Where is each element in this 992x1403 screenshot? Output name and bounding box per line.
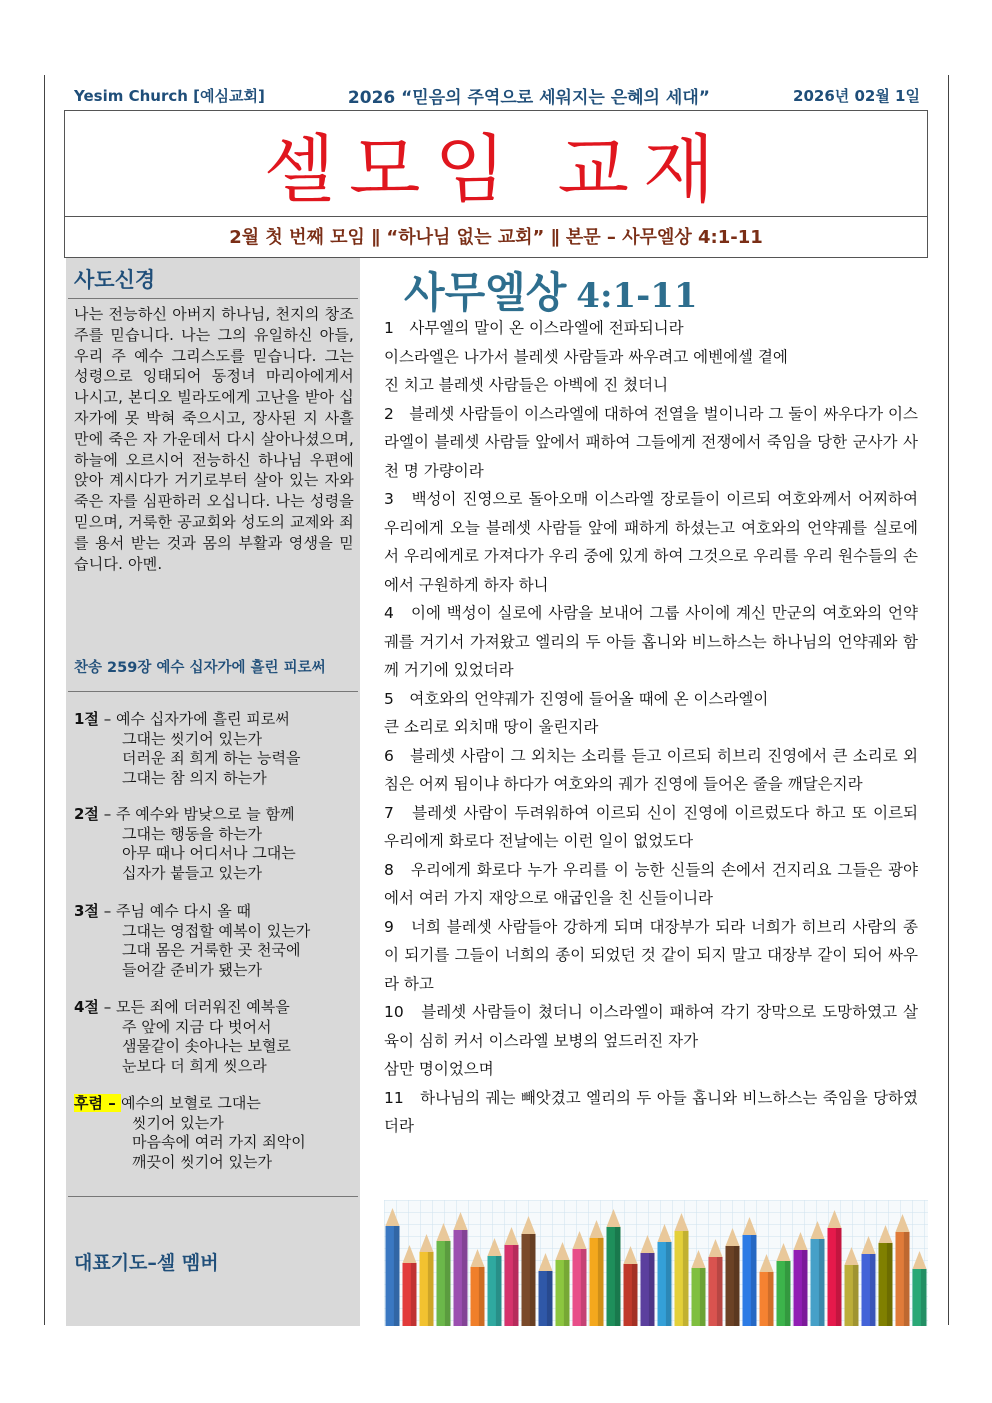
pencil-shape (709, 1239, 723, 1326)
divider (68, 691, 358, 692)
scripture-verse: 이스라엘은 나가서 블레셋 사람들과 싸우려고 에벤에셀 곁에 (384, 347, 788, 366)
pencil-shape (573, 1231, 587, 1326)
pencil-shape (590, 1220, 604, 1326)
pencil-shape (828, 1210, 842, 1326)
scripture-verse: 10 블레셋 사람들이 쳤더니 이스라엘이 패하여 각기 장막으로 도망하였고 살육이 심히 커서 이스라엘 보병의 엎드러진 자가 (384, 1003, 918, 1050)
divider (68, 1196, 358, 1197)
scripture-verse: 7 블레셋 사람이 두려워하여 이르되 신이 진영에 이르렀도다 하고 또 이르되 우리에게 화로다 전날에는 이런 일이 없었도다 (384, 803, 918, 850)
pencil-shape (522, 1216, 536, 1326)
pencil-shape (743, 1217, 757, 1326)
scripture-verse: 8 우리에게 화로다 누가 우리를 이 능한 신들의 손에서 건지리요 그들은 광야에서 여러 가지 재앙으로 애굽인을 친 신들이니라 (384, 860, 918, 907)
pencil-shape (505, 1227, 519, 1326)
verse-line: 아무 때나 어디서나 그대는 (122, 844, 296, 862)
hymn-title: 찬송 259장 예수 십자가에 흘린 피로써 (74, 660, 326, 676)
scripture-verse: 큰 소리로 외치매 땅이 울린지라 (384, 718, 599, 736)
scripture-verse: 삼만 명이었으며 (384, 1060, 494, 1078)
hymn-verse-3: 3절 – 주님 예수 다시 올 때 그대는 영접할 예복이 있는가 그대 몸은 거룩한 곳 천국에 들어갈 준비가 됐는가 (74, 902, 360, 980)
verse-line: 그대는 씻기어 있는가 (122, 729, 262, 748)
scripture-verse: 5 여호와의 언약궤가 진영에 들어올 때에 온 이스라엘이 (384, 689, 769, 708)
scripture-verse: 1 사무엘의 말이 온 이스라엘에 전파되니라 (384, 319, 684, 337)
pencil-shape (811, 1221, 825, 1326)
pencil-shape (862, 1236, 876, 1326)
sidebar (66, 258, 360, 1326)
verse-line: 모든 죄에 더러워진 예복을 (115, 998, 290, 1016)
verse-line: 주 예수와 밤낮으로 늘 함께 (115, 805, 295, 823)
scripture-text (384, 314, 918, 1141)
page-left-border (44, 75, 45, 1325)
pencil-shape (641, 1235, 655, 1326)
subtitle-box (64, 215, 928, 258)
verse-line: 그대 몸은 거룩한 곳 천국에 (122, 941, 301, 959)
pencil-shape (879, 1225, 893, 1326)
chorus-label-highlight: 후렴 – (74, 1094, 121, 1112)
header-row (74, 82, 920, 108)
verse-label: 3절 (74, 902, 99, 920)
verse-line: 그대는 영접할 예복이 있는가 (122, 921, 311, 940)
scripture-verse: 진 치고 블레셋 사람들은 아벡에 진 쳤더니 (384, 376, 669, 394)
verse-line: 눈보다 더 희게 씻으라 (122, 1056, 267, 1075)
scripture-verse: 3 백성이 진영으로 돌아오매 이스라엘 장로들이 이르되 여호와께서 어찌하여 우리에게 오늘 블레셋 사람들 앞에 패하게 하셨는고 여호와의 언약궤를 실로에서 우리에게로 가져다가 우리 중에 있게 하여 그것으로 우리를 우리 원수들의 손에서 구원하게 하자 하니 (384, 490, 918, 594)
pencil-shape (488, 1238, 502, 1326)
pencil-shape (658, 1224, 672, 1326)
scripture-verse: 11 하나님의 궤는 빼앗겼고 엘리의 두 아들 홉니와 비느하스는 죽임을 당하였더라 (384, 1088, 918, 1135)
page-title: 셀모임 교재 (263, 126, 729, 213)
verse-line: 더러운 죄 희게 하는 능력을 (122, 749, 301, 767)
scripture-column (374, 258, 926, 1326)
prayer-heading: 대표기도–셀 멤버 (74, 1252, 219, 1274)
scripture-verse: 6 블레셋 사람이 그 외치는 소리를 듣고 이르되 히브리 진영에서 큰 소리로 외침은 어찌 됨이냐 하다가 여호와의 궤가 진영에 들어온 줄을 깨달은지라 (384, 746, 918, 793)
verse-line: 주님 예수 다시 올 때 (115, 902, 251, 920)
pencils-illustration (384, 1200, 928, 1326)
pencil-shape (607, 1209, 621, 1326)
scripture-verse: 4 이에 백성이 실로에 사람을 보내어 그룹 사이에 계신 만군의 여호와의 언약궤를 거기서 가져왔고 엘리의 두 아들 홉니와 비느하스는 하나님의 언약궤와 함께 거기에 있었더라 (384, 604, 918, 679)
church-name: Yesim Church [예심교회] (74, 86, 265, 105)
verse-label: 1절 (74, 710, 99, 728)
book-reference: 4:1-11 (576, 276, 698, 316)
verse-line: 예수 십자가에 흘린 피로써 (115, 710, 290, 728)
book-name: 사무엘상 (404, 268, 567, 317)
verse-line: 들어갈 준비가 됐는가 (122, 960, 262, 979)
hymn-verse-4: 4절 – 모든 죄에 더러워진 예복을 주 앞에 지금 다 벗어서 샘물같이 솟아나는 보혈로 눈보다 더 희게 씻으라 (74, 998, 360, 1076)
verse-label: 4절 (74, 998, 99, 1016)
creed-text: 나는 전능하신 아버지 하나님, 천지의 창조주를 믿습니다. 나는 그의 유일하신 아들, 우리 주 예수 그리스도를 믿습니다. 그는 성령으로 잉태되어 동정녀 마리아에게서 나시고, 본디오 빌라도에게 고난을 받아 십자가에 못 박혀 죽으시고, 장사된 지 사흘 만에 죽은 자 가운데서 다시 살아나셨으며, 하늘에 오르시어 전능하신 하나님 우편에 앉아 계시다가 거기로부터 살아 있는 자와 죽은 자를 심판하러 오십니다. 나는 성령을 믿으며, 거룩한 공교회와 성도의 교제와 죄를 용서 받는 것과 몸의 부활과 영생을 믿습니다. 아멘. (74, 305, 354, 573)
pencil-shape (675, 1213, 689, 1326)
divider (68, 298, 358, 299)
chorus-line: 마음속에 여러 가지 죄악이 (132, 1133, 306, 1151)
issue-date: 2026년 02월 1일 (793, 86, 920, 105)
verse-line: 샘물같이 솟아나는 보혈로 (122, 1037, 291, 1055)
pencil-shape (726, 1228, 740, 1326)
scripture-verse: 2 블레셋 사람들이 이스라엘에 대하여 전열을 벌이니라 그 둘이 싸우다가 이스라엘이 블레셋 사람들 앞에서 패하여 그들에게 전쟁에서 죽임을 당한 군사가 사천 명 가량이라 (384, 404, 918, 480)
verse-line: 그대는 행동을 하는가 (122, 824, 262, 843)
pencil-shape (420, 1234, 434, 1326)
hymn-verse-1: 1절 – 예수 십자가에 흘린 피로써 그대는 씻기어 있는가 더러운 죄 희게 하는 능력을 그대는 참 의지 하는가 (74, 710, 360, 788)
verse-line: 십자가 붙들고 있는가 (122, 863, 262, 882)
scripture-verse: 9 너희 블레셋 사람들아 강하게 되며 대장부가 되라 너희가 히브리 사람의 종이 되기를 그들이 너희의 종이 되었던 것 같이 되지 말고 대장부 같이 되어 싸우라 하고 (384, 917, 918, 993)
pencil-shape (794, 1232, 808, 1326)
verse-line: 그대는 참 의지 하는가 (122, 768, 267, 787)
verse-line: 주 앞에 지금 다 벗어서 (122, 1017, 272, 1036)
chorus-label: 후렴 (74, 1094, 103, 1112)
hymn-verse-2: 2절 – 주 예수와 밤낮으로 늘 함께 그대는 행동을 하는가 아무 때나 어디서나 그대는 십자가 붙들고 있는가 (74, 805, 360, 883)
pencil-shape (896, 1214, 910, 1326)
annual-theme: 2026 “믿음의 주역으로 세워지는 은혜의 세대” (347, 87, 710, 108)
page-right-border (948, 75, 949, 1325)
chorus-line: 깨끗이 씻기어 있는가 (132, 1152, 272, 1171)
pencil-shape (454, 1212, 468, 1326)
chorus-line: 예수의 보혈로 그대는 (120, 1094, 261, 1112)
chorus-line: 씻기어 있는가 (132, 1113, 224, 1132)
creed-title: 사도신경 (74, 268, 156, 292)
hymn-chorus (74, 1094, 360, 1172)
meeting-subtitle: 2월 첫 번째 모임 ∥ “하나님 없는 교회” ∥ 본문 – 사무엘상 4:1-11 (229, 227, 763, 248)
title-box (64, 110, 928, 217)
scripture-heading (404, 260, 698, 320)
verse-label: 2절 (74, 805, 99, 823)
pencil-shape (386, 1208, 400, 1326)
pencil-shape (437, 1223, 451, 1326)
